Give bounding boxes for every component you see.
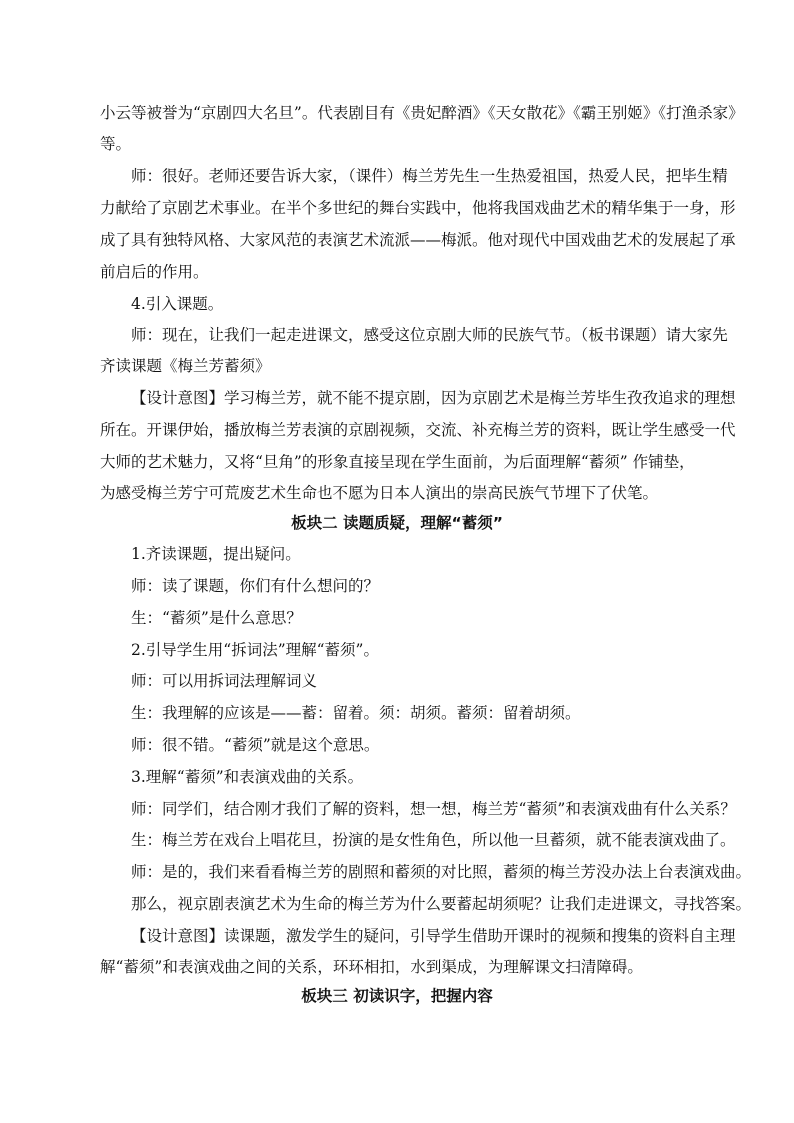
paragraph-line: 师：是的，我们来看看梅兰芳的剧照和蓄须的对比照，蓄须的梅兰芳没办法上台表演戏曲。 bbox=[131, 863, 752, 881]
paragraph-line: 解“蓄须”和表演戏曲之间的关系，环环相扣，水到渠成，为理解课文扫清障碍。 bbox=[100, 958, 643, 976]
paragraph-line: 师：同学们，结合刚才我们了解的资料，想一想，梅兰芳“蓄须”和表演戏曲有什么关系？ bbox=[131, 800, 736, 818]
paragraph-line: 为感受梅兰芳宁可荒废艺术生命也不愿为日本人演出的崇高民族气节埋下了伏笔。 bbox=[100, 484, 659, 502]
paragraph-line: 师：现在，让我们一起走进课文，感受这位京剧大师的民族气节。（板书课题）请大家先 bbox=[131, 326, 728, 344]
paragraph-line: 师：读了课题，你们有什么想问的？ bbox=[131, 577, 380, 595]
paragraph-line: 那么，视京剧表演艺术为生命的梅兰芳为什么要蓄起胡须呢？让我们走进课文，寻找答案。 bbox=[131, 895, 752, 913]
section-heading-3: 板块三 初读识字，把握内容 bbox=[301, 987, 493, 1005]
design-intent-line: 【设计意图】读课题，激发学生的疑问，引导学生借助开课时的视频和搜集的资料自主理 bbox=[131, 927, 736, 945]
paragraph-line: 大师的艺术魅力，又将“旦角”的形象直接呈现在学生面前，为后面理解“蓄须” 作铺垫， bbox=[100, 453, 695, 471]
paragraph-line: 2.引导学生用“拆词法”理解“蓄须”。 bbox=[131, 641, 379, 659]
paragraph-line: 小云等被誉为“京剧四大名旦”。代表剧目有《贵妃醉酒》《天女散花》《霸王别姬》《打渔杀家》 bbox=[100, 104, 744, 122]
paragraph-line: 齐读课题《梅兰芳蓄须》 bbox=[100, 357, 271, 375]
paragraph-line: 生：我理解的应该是——蓄：留着。须：胡须。蓄须：留着胡须。 bbox=[131, 704, 581, 722]
paragraph-line: 力献给了京剧艺术事业。在半个多世纪的舞台实践中，他将我国戏曲艺术的精华集于一身，形 bbox=[100, 199, 736, 217]
paragraph-line: 前启后的作用。 bbox=[100, 263, 209, 281]
paragraph-line: 师：可以用拆词法理解词义 bbox=[131, 672, 318, 690]
paragraph-line: 所在。开课伊始，播放梅兰芳表演的京剧视频，交流、补充梅兰芳的资料，既让学生感受一代 bbox=[100, 421, 736, 439]
paragraph-line: 生：“蓄须”是什么意思？ bbox=[131, 609, 302, 627]
paragraph-line: 1.齐读课题，提出疑问。 bbox=[131, 545, 301, 563]
paragraph-line: 师：很不错。“蓄须”就是这个意思。 bbox=[131, 736, 380, 754]
paragraph-line: 成了具有独特风格、大家风范的表演艺术流派——梅派。他对现代中国戏曲艺术的发展起了承 bbox=[100, 231, 736, 249]
section-heading-2: 板块二 读题质疑，理解“蓄须” bbox=[291, 514, 503, 532]
paragraph-line: 师：很好。老师还要告诉大家，（课件）梅兰芳先生一生热爱祖国，热爱人民，把毕生精 bbox=[131, 167, 728, 185]
paragraph-line: 等。 bbox=[100, 135, 132, 153]
design-intent-line: 【设计意图】学习梅兰芳，就不能不提京剧，因为京剧艺术是梅兰芳毕生孜孜追求的理想 bbox=[131, 389, 736, 407]
paragraph-line: 4.引入课题。 bbox=[131, 295, 224, 313]
paragraph-line: 生：梅兰芳在戏台上唱花旦，扮演的是女性角色，所以他一旦蓄须，就不能表演戏曲了。 bbox=[131, 831, 736, 849]
paragraph-line: 3.理解“蓄须”和表演戏曲的关系。 bbox=[131, 768, 364, 786]
